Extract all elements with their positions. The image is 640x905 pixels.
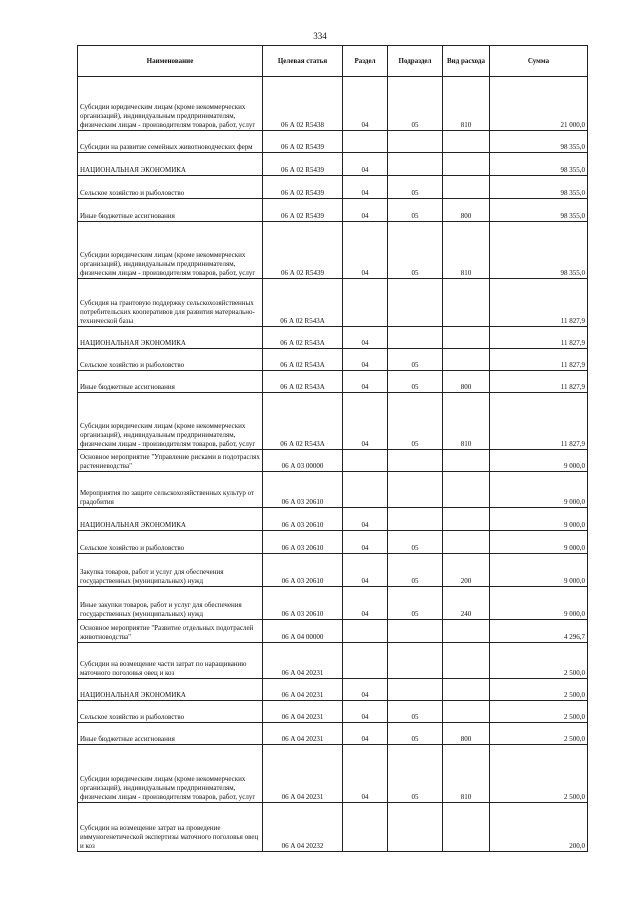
cell-section [343, 450, 388, 472]
cell-sum: 11 827,9 [490, 279, 588, 327]
cell-section: 04 [343, 77, 388, 131]
cell-subsection [388, 279, 443, 327]
cell-name: Субсидии юридическим лицам (кроме некоммерческих организаций), индивидуальным предпринимателям, физическим лицам - производителям товаров, работ, услуг [78, 77, 263, 131]
cell-name: НАЦИОНАЛЬНАЯ ЭКОНОМИКА [78, 508, 263, 531]
cell-sum: 2 500,0 [490, 643, 588, 679]
cell-kind: 800 [443, 199, 490, 222]
cell-section: 04 [343, 531, 388, 554]
cell-name: Субсидии на развитие семейных животноводческих ферм [78, 131, 263, 153]
cell-name: Субсидия на грантовую поддержку сельскохозяйственных потребительских кооперативов для развития материально-технической базы [78, 279, 263, 327]
cell-subsection: 05 [388, 701, 443, 723]
cell-name: Субсидии на возмещение затрат на проведение иммуногенетической экспертизы маточного поголовья овец и коз [78, 803, 263, 852]
cell-code: 06 А 04 20231 [263, 745, 343, 803]
table-row [78, 803, 588, 852]
cell-sum: 4 296,7 [490, 620, 588, 643]
cell-section [343, 803, 388, 852]
cell-sum: 98 355,0 [490, 131, 588, 153]
cell-code: 06 А 03 20610 [263, 531, 343, 554]
cell-subsection: 05 [388, 222, 443, 279]
cell-name: Сельское хозяйство и рыболовство [78, 176, 263, 199]
cell-subsection: 05 [388, 349, 443, 371]
cell-kind [443, 701, 490, 723]
header-kind: Вид расхода [443, 46, 490, 77]
cell-kind [443, 349, 490, 371]
cell-code: 06 А 02 R5439 [263, 199, 343, 222]
cell-section: 04 [343, 176, 388, 199]
cell-code: 06 А 02 R543А [263, 327, 343, 349]
cell-sum: 200,0 [490, 803, 588, 852]
cell-code: 06 А 02 R543А [263, 349, 343, 371]
cell-code: 06 А 03 20610 [263, 508, 343, 531]
table-row [78, 349, 588, 371]
table-row [78, 450, 588, 472]
table-header-row [78, 46, 588, 77]
cell-section: 04 [343, 554, 388, 587]
header-name: Наименование [78, 46, 263, 77]
cell-sum: 11 827,9 [490, 393, 588, 450]
cell-name: Основное мероприятие "Развитие отдельных подотраслей животноводства" [78, 620, 263, 643]
cell-subsection [388, 153, 443, 176]
cell-name: Субсидии юридическим лицам (кроме некоммерческих организаций), индивидуальным предпринимателям, физическим лицам - производителям товаров, работ, услуг [78, 222, 263, 279]
cell-name: НАЦИОНАЛЬНАЯ ЭКОНОМИКА [78, 327, 263, 349]
table-row [78, 199, 588, 222]
cell-kind [443, 279, 490, 327]
table-row [78, 620, 588, 643]
cell-section: 04 [343, 393, 388, 450]
cell-subsection [388, 803, 443, 852]
cell-sum: 9 000,0 [490, 472, 588, 508]
cell-sum: 2 500,0 [490, 701, 588, 723]
cell-section: 04 [343, 679, 388, 701]
cell-sum: 9 000,0 [490, 531, 588, 554]
cell-code: 06 А 04 20231 [263, 679, 343, 701]
cell-code: 06 А 02 R5439 [263, 131, 343, 153]
cell-subsection: 05 [388, 371, 443, 393]
cell-section [343, 279, 388, 327]
cell-sum: 2 500,0 [490, 723, 588, 745]
cell-subsection: 05 [388, 723, 443, 745]
cell-name: Иные бюджетные ассигнования [78, 723, 263, 745]
cell-kind: 800 [443, 723, 490, 745]
cell-code: 06 А 04 20232 [263, 803, 343, 852]
cell-section: 04 [343, 723, 388, 745]
table-body [78, 77, 588, 852]
cell-name: НАЦИОНАЛЬНАЯ ЭКОНОМИКА [78, 153, 263, 176]
cell-subsection: 05 [388, 199, 443, 222]
cell-subsection [388, 679, 443, 701]
cell-subsection [388, 131, 443, 153]
cell-code: 06 А 03 20610 [263, 554, 343, 587]
header-section: Раздел [343, 46, 388, 77]
table-row [78, 701, 588, 723]
table-row [78, 531, 588, 554]
cell-code: 06 А 04 20231 [263, 723, 343, 745]
header-sum: Сумма [490, 46, 588, 77]
cell-subsection: 05 [388, 77, 443, 131]
table-row [78, 723, 588, 745]
cell-section: 04 [343, 701, 388, 723]
page-number: 334 [313, 31, 327, 41]
cell-kind [443, 131, 490, 153]
cell-section [343, 131, 388, 153]
table-row [78, 745, 588, 803]
cell-name: Закупка товаров, работ и услуг для обеспечения государственных (муниципальных) нужд [78, 554, 263, 587]
cell-kind [443, 679, 490, 701]
cell-section: 04 [343, 371, 388, 393]
cell-kind [443, 508, 490, 531]
cell-kind [443, 803, 490, 852]
cell-name: Сельское хозяйство и рыболовство [78, 701, 263, 723]
cell-code: 06 А 02 R5438 [263, 77, 343, 131]
cell-section [343, 620, 388, 643]
cell-subsection [388, 643, 443, 679]
cell-code: 06 А 02 R543А [263, 393, 343, 450]
cell-section: 04 [343, 587, 388, 620]
table-row [78, 327, 588, 349]
cell-kind: 810 [443, 222, 490, 279]
cell-section: 04 [343, 153, 388, 176]
cell-code: 06 А 03 20610 [263, 587, 343, 620]
cell-kind: 200 [443, 554, 490, 587]
header-code: Целевая статья [263, 46, 343, 77]
cell-name: Иные закупки товаров, работ и услуг для обеспечения государственных (муниципальных) нужд [78, 587, 263, 620]
cell-kind [443, 620, 490, 643]
cell-sum: 9 000,0 [490, 587, 588, 620]
cell-subsection [388, 620, 443, 643]
cell-name: Сельское хозяйство и рыболовство [78, 349, 263, 371]
cell-section: 04 [343, 327, 388, 349]
cell-code: 06 А 02 R543А [263, 279, 343, 327]
cell-subsection: 05 [388, 176, 443, 199]
table-row [78, 679, 588, 701]
cell-name: Мероприятия по защите сельскохозяйственных культур от градобития [78, 472, 263, 508]
cell-code: 06 А 02 R5439 [263, 222, 343, 279]
cell-name: Иные бюджетные ассигнования [78, 199, 263, 222]
cell-code: 06 А 04 00000 [263, 620, 343, 643]
cell-subsection: 05 [388, 587, 443, 620]
cell-code: 06 А 03 20610 [263, 472, 343, 508]
cell-name: Субсидии на возмещение части затрат по наращиванию маточного поголовья овец и коз [78, 643, 263, 679]
table-row [78, 508, 588, 531]
table-row [78, 176, 588, 199]
cell-sum: 11 827,9 [490, 349, 588, 371]
cell-kind [443, 472, 490, 508]
cell-subsection [388, 508, 443, 531]
cell-code: 06 А 02 R5439 [263, 153, 343, 176]
cell-kind: 810 [443, 393, 490, 450]
cell-section [343, 472, 388, 508]
cell-sum: 2 500,0 [490, 679, 588, 701]
cell-name: Иные бюджетные ассигнования [78, 371, 263, 393]
cell-name: Субсидии юридическим лицам (кроме некоммерческих организаций), индивидуальным предпринимателям, физическим лицам - производителям товаров, работ, услуг [78, 745, 263, 803]
cell-section: 04 [343, 349, 388, 371]
cell-kind: 810 [443, 745, 490, 803]
cell-code: 06 А 02 R543А [263, 371, 343, 393]
cell-subsection [388, 450, 443, 472]
table-row [78, 587, 588, 620]
cell-sum: 21 000,0 [490, 77, 588, 131]
cell-code: 06 А 04 20231 [263, 701, 343, 723]
cell-sum: 98 355,0 [490, 176, 588, 199]
cell-section: 04 [343, 745, 388, 803]
cell-sum: 98 355,0 [490, 199, 588, 222]
table-row [78, 393, 588, 450]
table-row [78, 554, 588, 587]
budget-table [77, 45, 588, 852]
cell-name: Субсидии юридическим лицам (кроме некоммерческих организаций), индивидуальным предпринимателям, физическим лицам - производителям товаров, работ, услуг [78, 393, 263, 450]
cell-kind: 240 [443, 587, 490, 620]
cell-name: НАЦИОНАЛЬНАЯ ЭКОНОМИКА [78, 679, 263, 701]
cell-name: Сельское хозяйство и рыболовство [78, 531, 263, 554]
table-row [78, 153, 588, 176]
table-row [78, 222, 588, 279]
cell-kind [443, 327, 490, 349]
table-row [78, 77, 588, 131]
table-row [78, 643, 588, 679]
cell-code: 06 А 04 20231 [263, 643, 343, 679]
cell-section: 04 [343, 222, 388, 279]
table-row [78, 371, 588, 393]
cell-sum: 2 500,0 [490, 745, 588, 803]
cell-subsection: 05 [388, 745, 443, 803]
cell-code: 06 А 02 R5439 [263, 176, 343, 199]
cell-kind [443, 153, 490, 176]
table-row [78, 279, 588, 327]
table-row [78, 472, 588, 508]
table-row [78, 131, 588, 153]
cell-sum: 11 827,9 [490, 327, 588, 349]
cell-kind: 800 [443, 371, 490, 393]
cell-sum: 98 355,0 [490, 153, 588, 176]
cell-kind [443, 450, 490, 472]
cell-sum: 9 000,0 [490, 554, 588, 587]
cell-subsection [388, 327, 443, 349]
cell-kind [443, 176, 490, 199]
cell-section: 04 [343, 508, 388, 531]
cell-sum: 11 827,9 [490, 371, 588, 393]
cell-section: 04 [343, 199, 388, 222]
cell-kind [443, 643, 490, 679]
cell-sum: 9 000,0 [490, 508, 588, 531]
cell-kind [443, 531, 490, 554]
cell-sum: 9 000,0 [490, 450, 588, 472]
cell-subsection: 05 [388, 393, 443, 450]
cell-subsection: 05 [388, 531, 443, 554]
cell-code: 06 А 03 00000 [263, 450, 343, 472]
cell-subsection [388, 472, 443, 508]
cell-name: Основное мероприятие "Управление рисками в подотраслях растениеводства" [78, 450, 263, 472]
cell-section [343, 643, 388, 679]
cell-sum: 98 355,0 [490, 222, 588, 279]
cell-kind: 810 [443, 77, 490, 131]
cell-subsection: 05 [388, 554, 443, 587]
header-subsection: Подраздел [388, 46, 443, 77]
